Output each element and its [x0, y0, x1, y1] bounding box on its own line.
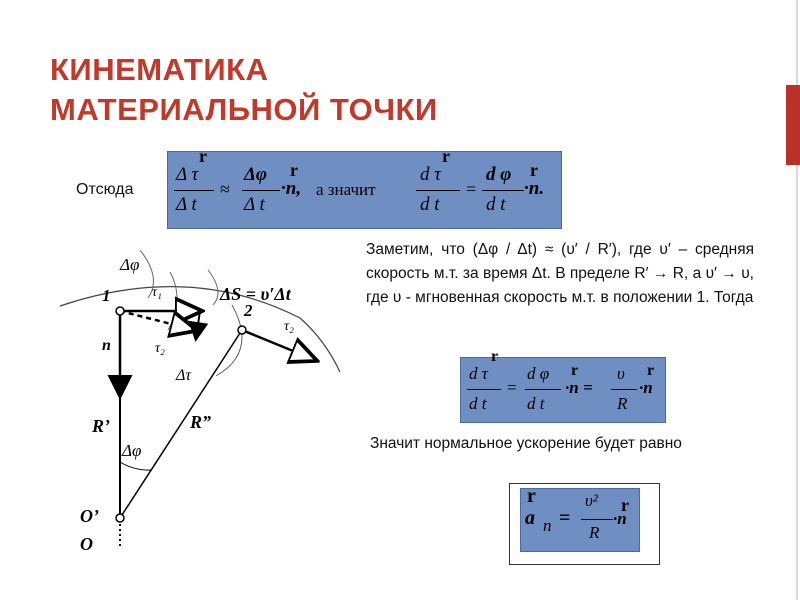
formula3-num: υ² [585, 491, 598, 510]
formula3-lhs: a [525, 507, 535, 529]
formula1-approx: ≈ [220, 179, 230, 199]
formula2-num1: d τ [469, 364, 488, 383]
center-o-prime [116, 514, 124, 522]
vector-marker: r [290, 160, 298, 180]
formula1-prefix: Отсюда [76, 181, 134, 198]
vector-marker: r [571, 362, 579, 379]
formula3-den: R [589, 523, 600, 542]
vector-marker: r [199, 146, 207, 166]
radius-r-double-prime [120, 330, 242, 518]
formula1-den4: d t [486, 194, 506, 215]
guide-curve [168, 272, 177, 330]
formula1-connector: а значит [316, 180, 376, 199]
tau2-shifted-label: τ₂ [155, 341, 165, 356]
formula1-den3: d t [420, 194, 440, 215]
formula1-eq: = [466, 179, 477, 199]
o-label: O [80, 534, 93, 554]
point-1-label: 1 [102, 286, 111, 305]
delta-phi-top-label: Δφ [120, 255, 140, 274]
formula1-num2: Δφ [244, 164, 268, 185]
formula2-eq1: = [507, 378, 517, 397]
formula2-num2: d φ [527, 364, 550, 383]
delta-tau-label: Δτ [176, 367, 192, 384]
formula2-den2: d t [527, 394, 545, 413]
guide-curve [208, 270, 218, 305]
delta-phi-bottom-label: Δφ [122, 441, 142, 460]
tangent-vector-tau2 [242, 330, 315, 360]
formula2-num3: υ [617, 364, 625, 383]
r-prime-label: R’ [92, 416, 110, 436]
formula1-n-tail-2: ·n. [524, 178, 545, 199]
n-label: n [102, 337, 111, 354]
delta-s-label: ΔS = υ′Δt [220, 284, 291, 304]
vector-marker: r [442, 146, 450, 166]
vector-marker: r [621, 495, 629, 515]
formula2-n-tail: ·n = [565, 378, 593, 397]
tau2-label: τ₂ [284, 319, 294, 334]
formula2-den3: R [617, 394, 628, 413]
vector-marker: r [647, 362, 655, 379]
point-2 [238, 326, 246, 334]
vector-marker: r [491, 348, 499, 365]
delta-tau-vector [196, 311, 200, 338]
title-line-1: КИНЕМАТИКА [50, 52, 269, 87]
formula1-num3: d τ [420, 164, 442, 185]
formula3-sub: n [543, 516, 552, 535]
formula3-n-tail: ·n [613, 509, 627, 528]
formula1-num1: Δ τ [176, 164, 199, 185]
formula1-num4: d φ [486, 164, 512, 185]
point-1 [116, 307, 124, 315]
point-2-label: 2 [244, 301, 253, 320]
tau1-label: τ₁ [152, 285, 162, 300]
paragraph-2: Значит нормальное ускорение будет равно [370, 435, 682, 452]
formula1-den1: Δ t [176, 194, 197, 215]
formula2-den1: d t [469, 394, 487, 413]
tangent-vector-tau2-shifted [120, 311, 195, 330]
vector-marker: r [530, 160, 538, 180]
o-prime-label: O’ [80, 506, 99, 526]
angle-arc [120, 462, 152, 470]
formula1-den2: Δ t [244, 194, 265, 215]
vector-marker: r [527, 485, 536, 507]
r-double-prime-label: R” [190, 412, 212, 432]
paragraph-1: Заметим, что (Δφ / Δt) ≈ (υ′ / R′), где υ′ – средняя скорость м.т. за время Δt. В пределе R′ → R, а υ′ → υ, где υ - мгновенная скорость м.т. в положении 1. Тогда [366, 241, 754, 306]
formula2-n-tail-2: ·n [639, 378, 653, 397]
formula3-eq: = [559, 507, 571, 529]
title-line-2: МАТЕРИАЛЬНОЙ ТОЧКИ [50, 92, 438, 127]
formula1-n-tail: ·n, [281, 178, 302, 199]
